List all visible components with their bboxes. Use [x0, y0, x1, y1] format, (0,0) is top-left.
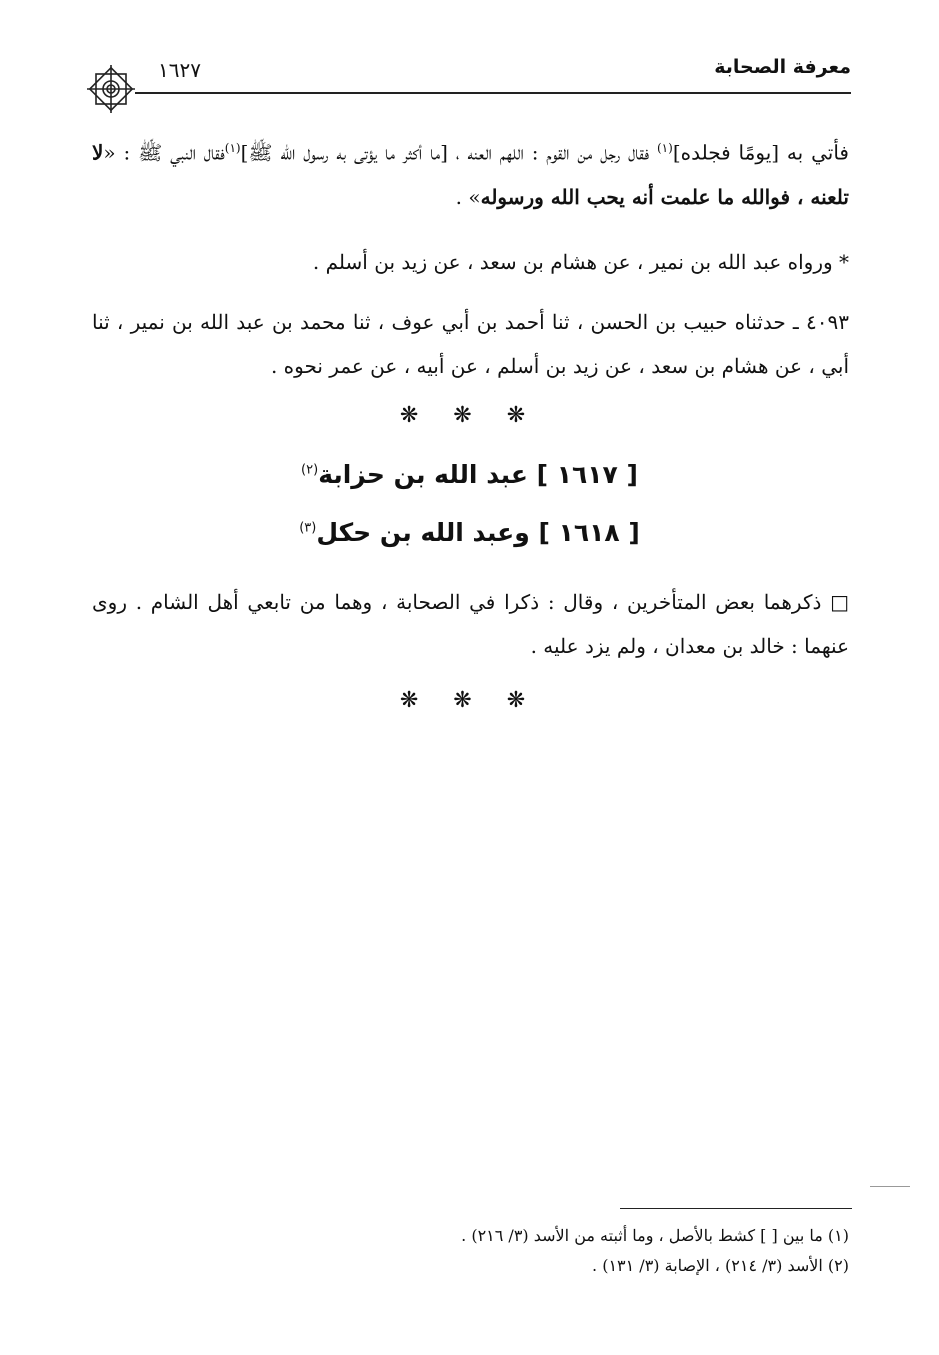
- footnote-2: (٢) الأسد (٣/ ٢١٤) ، الإصابة (٣/ ١٣١) .: [592, 1256, 849, 1275]
- section-separator: ❋ ❋ ❋: [399, 403, 540, 428]
- footnote-ref: (١): [224, 141, 241, 155]
- footnote-1: (١) ما بين [ ] كشط بالأصل ، وما أثبته من الأسد (٣/ ٢١٦) .: [461, 1226, 849, 1245]
- text-segment: فأتي به [يومًا فجلده]: [672, 140, 849, 165]
- paragraph-entry-body: □ ذكرهما بعض المتأخرين ، وقال : ذكرا في الصحابة ، وهما من تابعي أهل الشام . روى عنهما : خالد بن معدان ، ولم يزد عليه .: [92, 590, 849, 658]
- page-number: ١٦٢٧: [158, 58, 201, 82]
- running-header-title: معرفة الصحابة: [714, 56, 851, 78]
- margin-mark: [870, 1186, 910, 1187]
- text-segment: » .: [455, 184, 481, 209]
- section-separator: ❋ ❋ ❋: [399, 688, 540, 713]
- paragraph-hadith-end: [92, 126, 849, 219]
- text-segment: فقال النبي ﷺ : «: [103, 140, 225, 165]
- entry-heading-1617: [0, 460, 939, 489]
- entry-heading-1618: [0, 518, 939, 547]
- header-rule: [135, 92, 851, 94]
- footnote-ref: (٢): [301, 462, 319, 478]
- heading-text: [ ١٦١٧ ] عبد الله بن حزابة: [318, 460, 638, 489]
- text-segment: فقال رجل من القوم : اللهم العنه ، [ما أكثر ما يؤتى به رسول الله ﷺ]: [240, 140, 657, 165]
- footnote-rule: [620, 1208, 852, 1209]
- heading-text: [ ١٦١٨ ] وعبد الله بن حكل: [316, 518, 640, 547]
- footnote-ref: (٣): [299, 520, 317, 536]
- ornament-icon: [84, 62, 138, 116]
- footnote-ref: (١): [656, 141, 673, 155]
- prophet-quote: لا تلعنه ، فوالله ما علمت أنه يحب الله ورسوله: [92, 140, 849, 209]
- paragraph-hadith-4093: ٤٠٩٣ ـ حدثناه حبيب بن الحسن ، ثنا أحمد بن أبي عوف ، ثنا محمد بن عبد الله بن نمير ، ثنا أبي ، عن هشام بن سعد ، عن زيد بن أسلم ، عن أبيه ، عن عمر نحوه .: [92, 310, 849, 378]
- paragraph-riwaya: * ورواه عبد الله بن نمير ، عن هشام بن سعد ، عن زيد بن أسلم .: [312, 250, 849, 274]
